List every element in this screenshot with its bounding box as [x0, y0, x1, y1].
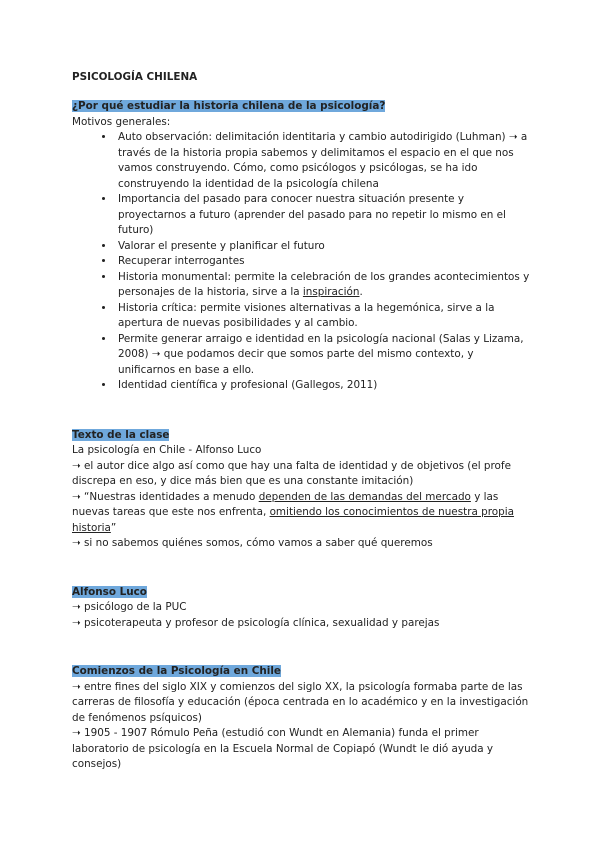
- heading-highlight: Comienzos de la Psicología en Chile: [72, 665, 281, 677]
- list-item: • Permite generar arraigo e identidad en la psicología nacional (Salas y Lizama, 2008) ➝ que podamos decir que somos parte del mismo contexto, y unificarnos en base a ello.: [115, 332, 532, 379]
- document-title: PSICOLOGÍA CHILENA: [72, 71, 198, 83]
- section-heading-comienzos: [72, 661, 532, 680]
- section-heading-texto: [72, 425, 532, 444]
- section-heading-luco: [72, 582, 532, 601]
- heading-highlight: ¿Por qué estudiar la historia chilena de la psicología?: [72, 100, 386, 112]
- list-item: • Recuperar interrogantes: [115, 254, 532, 270]
- section-heading-why: [72, 96, 532, 115]
- luco-line: ➝ psicoterapeuta y profesor de psicología clínica, sexualidad y parejas: [72, 616, 440, 629]
- document-page: [72, 70, 532, 773]
- motivos-list: [72, 130, 532, 394]
- list-item: • Auto observación: delimitación identitaria y cambio autodirigido (Luhman) ➝ a través de la historia propia sabemos y delimitamos el espacio en el que nos vamos construyendo. Cómo, como psicólogos y psicólogas, se ha ido construyendo la identidad de la psicología chilena: [115, 130, 532, 192]
- heading-highlight: Alfonso Luco: [72, 585, 147, 598]
- list-item: • Valorar el presente y planificar el futuro: [115, 239, 532, 255]
- luco-line: ➝ psicólogo de la PUC: [72, 601, 187, 613]
- texto-quote: [72, 490, 532, 537]
- list-item: • Historia crítica: permite visiones alternativas a la hegemónica, sirve a la apertura de nuevas posibilidades y al cambio.: [115, 301, 532, 332]
- quote-part: y las nuevas tareas que este nos enfrenta,: [72, 490, 499, 518]
- texto-line: La psicología en Chile - Alfonso Luco: [72, 444, 262, 456]
- list-item: [115, 270, 532, 301]
- monumental-text: Historia monumental: permite la celebración de los grandes acontecimientos y personajes de la historia, sirve a la: [118, 270, 530, 298]
- quote-underlined: omitiendo los conocimientos de nuestra propia historia: [72, 506, 514, 534]
- texto-line: ➝ el autor dice algo así como que hay una falta de identidad y de objetivos (el profe discrepa en eso, y dice más bien que es una constante imitación): [72, 459, 511, 487]
- monumental-end: .: [359, 286, 363, 298]
- heading-highlight: Texto de la clase: [72, 428, 170, 441]
- quote-part: ”: [110, 521, 117, 534]
- list-item: • Identidad científica y profesional (Gallegos, 2011): [115, 378, 532, 394]
- monumental-underlined: inspiración: [302, 286, 360, 298]
- texto-line: ➝ si no sabemos quiénes somos, cómo vamos a saber qué queremos: [72, 537, 433, 549]
- comienzos-line: ➝ entre fines del siglo XIX y comienzos del siglo XX, la psicología formaba parte de las carreras de filosofía y educación (época centrada en lo académico y en la investigación de fenómenos psíquicos): [72, 680, 529, 724]
- motivos-intro: Motivos generales:: [72, 115, 171, 128]
- list-item: • Importancia del pasado para conocer nuestra situación presente y proyectarnos a futuro (aprender del pasado para no repetir lo mismo en el futuro): [115, 192, 532, 239]
- comienzos-line: ➝ 1905 - 1907 Rómulo Peña (estudió con Wundt en Alemania) funda el primer laboratorio de psicología en la Escuela Normal de Copiapó (Wundt le dió ayuda y consejos): [72, 727, 494, 770]
- quote-part: ➝ “Nuestras identidades a menudo: [72, 490, 259, 503]
- quote-underlined: dependen de las demandas del mercado: [258, 490, 471, 503]
